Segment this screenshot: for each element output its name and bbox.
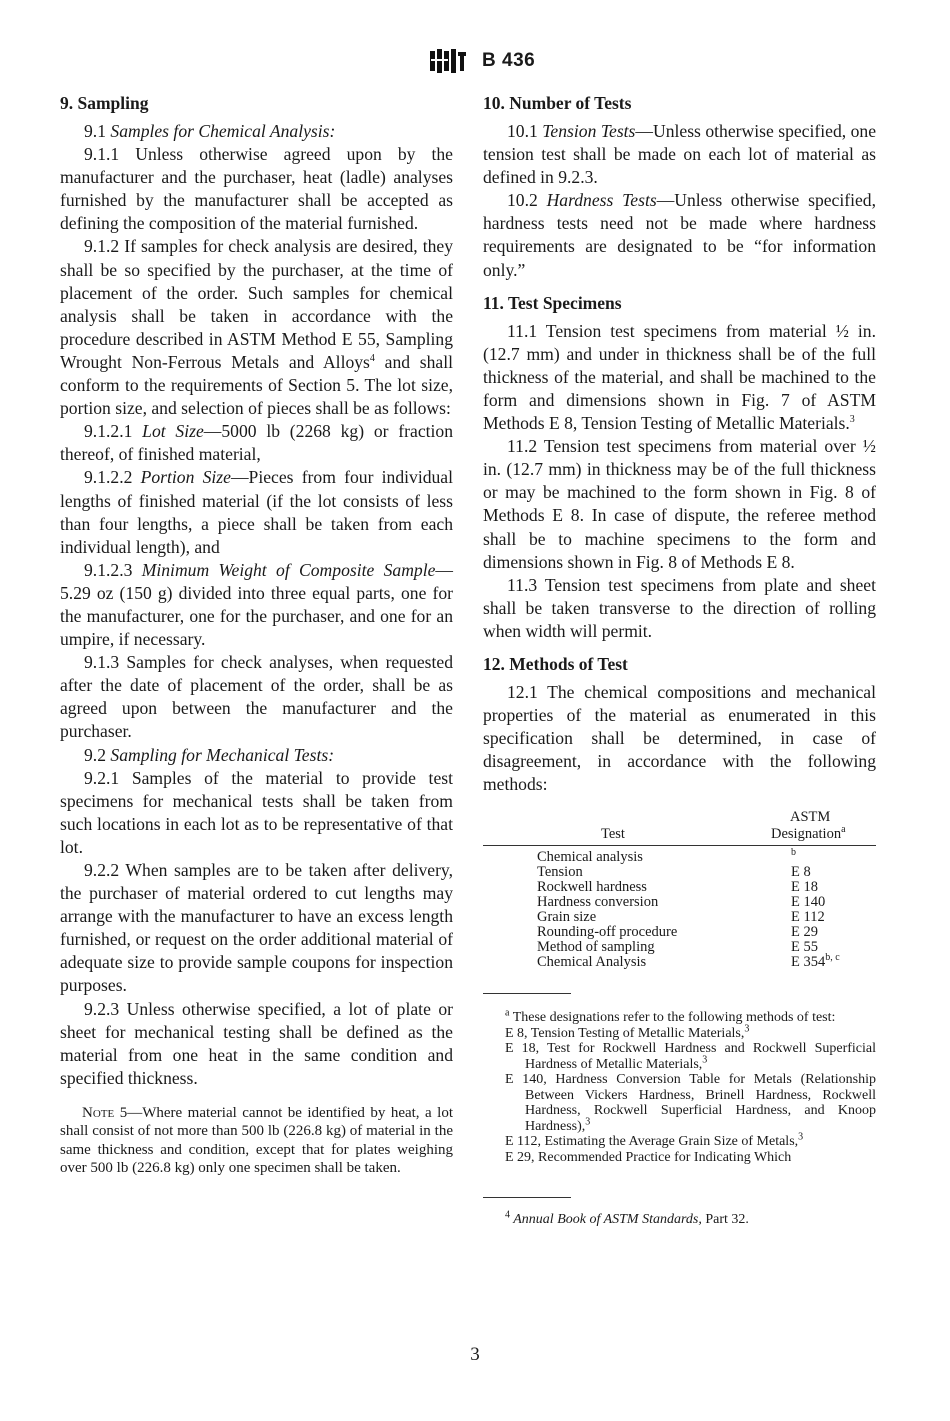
table-row: Chemical analysis $^b$ <box>537 847 796 866</box>
para-9-1: 9.1 Samples for Chemical Analysis: <box>84 121 336 141</box>
footnote-e8: E 8, Tension Testing of Metallic Materials,$^3$ <box>505 1023 750 1041</box>
left-column <box>60 92 453 1178</box>
page-header <box>0 48 950 76</box>
footnote-rule <box>483 1197 571 1198</box>
table-row: Tension E 8 <box>537 864 811 881</box>
para-9-1-2-2: 9.1.2.2 Portion Size—Pieces from four individual lengths of finished material (if the lot consists of less than four lengths, a piece shall be taken from each individual length), and <box>60 467 454 557</box>
table-row: Method of sampling E 55 <box>537 939 818 956</box>
para-10-1: 10.1 Tension Tests—Unless otherwise specified, one tension test shall be made on each lot of material as defined in 9.2.3. <box>483 121 877 188</box>
section-11-title: 11. Test Specimens <box>483 292 622 313</box>
para-9-1-2-1: 9.1.2.1 Lot Size—5000 lb (2268 kg) or fraction thereof, of finished material, <box>60 421 453 465</box>
table-header-test: Test <box>601 826 625 843</box>
footnote-a: $^a$ These designations refer to the following methods of test: <box>505 1007 836 1026</box>
para-9-2-1: 9.2.1 Samples of the material to provide test specimens for mechanical tests shall be taken from such locations in each lot as to be representative of that lot. <box>60 767 453 857</box>
footnote-e29: E 29, Recommended Practice for Indicating Which <box>505 1149 792 1165</box>
note-5: Note 5—Where material cannot be identified by heat, a lot shall consist of not more than 500 lb (226.8 kg) of material in the same thickness and condition, except that for plates weighing over 500 lb (226.8 kg) only one specimen shall be taken. <box>60 1104 453 1177</box>
para-11-1: 11.1 Tension test specimens from material ½ in. (12.7 mm) and under in thickness shall be of the full thickness of the material, and shall be machined to the form and dimensions shown in Fig. 7 of ASTM Methods E 8, Tension Testing of Metallic Materials.$^3$ <box>483 320 876 434</box>
para-10-2: 10.2 Hardness Tests—Unless otherwise specified, hardness tests need not be made where hardness requirements are designated to be “for information only.” <box>483 190 876 280</box>
para-9-1-1: 9.1.1 Unless otherwise agreed upon by the manufacturer and the purchaser, heat (ladle) analyses furnished by the manufacturer shall be accepted as defining the composition of the material furnished. <box>60 144 453 234</box>
para-11-3: 11.3 Tension test specimens from plate and sheet shall be taken transverse to the direction of rolling when width will permit. <box>483 574 876 641</box>
para-12-1: 12.1 The chemical compositions and mechanical properties of the material as enumerated in this specification shall be determined, in case of disagreement, in accordance with the following methods: <box>483 681 876 795</box>
page-number: 3 <box>470 1344 480 1365</box>
para-9-2: 9.2 Sampling for Mechanical Tests: <box>84 744 335 765</box>
table-row: Rounding-off procedure E 29 <box>537 924 818 941</box>
table-rule <box>483 845 876 846</box>
para-9-2-3: 9.2.3 Unless otherwise specified, a lot of plate or sheet for mechanical testing shall be defined as the material from one heat in the same condition and specified thickness. <box>60 998 453 1088</box>
footnote-4: $^4$ Annual Book of ASTM Standards, Part 32. <box>505 1209 749 1228</box>
table-row: Grain size E 112 <box>537 909 825 926</box>
table-row: Chemical Analysis E 354$^{b, c}$ <box>537 952 840 971</box>
astm-logo-icon <box>428 48 470 74</box>
test-methods-table <box>483 810 876 985</box>
para-9-2-2: 9.2.2 When samples are to be taken after delivery, the purchaser of material ordered to cut lengths may arrange with the manufacturer to have an excess length furnished, or request on the order additional material of adequate size to provide sample coupons for inspection purposes. <box>60 860 453 996</box>
right-column <box>483 92 876 1228</box>
footnote-e18: E 18, Test for Rockwell Hardness and Rockwell Superficial Hardness of Metallic Materials,$^3$ <box>505 1041 876 1072</box>
para-9-1-3: 9.1.3 Samples for check analyses, when requested after the date of placement of the order, shall be as agreed upon between the manufacturer and the purchaser. <box>60 652 453 742</box>
para-9-1-2-3: 9.1.2.3 Minimum Weight of Composite Sample—5.29 oz (150 g) divided into three equal parts, one for the manufacturer, one for the purchaser, and one for an umpire, if necessary. <box>60 559 454 650</box>
footnote-e140: E 140, Hardness Conversion Table for Metals (Relationship Between Vickers Hardness, Brinell Hardness, Rockwell Hardness, Rockwell Superficial Hardness, and Knoop Hardness),$^3$ <box>505 1072 876 1134</box>
table-header-astm: ASTM <box>790 809 831 826</box>
table-row: Rockwell hardness E 18 <box>537 879 818 896</box>
table-header-designation: Designation$^a$ <box>771 824 846 843</box>
para-9-1-2: 9.1.2 If samples for check analysis are desired, they shall be so specified by the purchaser, at the time of placement of the order. Such samples for chemical analysis shall be taken in accordance with the procedure described in ASTM Method E 55, Sampling Wrought Non-Ferrous Metals and Alloys$^4$ and shall conform to the requirements of Section 5. The lot size, portion size, and selection of pieces shall be as follows: <box>60 236 453 419</box>
table-row: Hardness conversion E 140 <box>537 894 826 911</box>
para-11-2: 11.2 Tension test specimens from material over ½ in. (12.7 mm) in thickness may be of the full thickness or may be machined to the form shown in Fig. 8 of Methods E 8. In case of dispute, the referee method shall be to machine specimens to the form and dimensions shown in Fig. 8 of Methods E 8. <box>483 436 876 572</box>
footnote-e112: E 112, Estimating the Average Grain Size of Metals,$^3$ <box>505 1131 804 1150</box>
standard-designation: B 436 <box>482 50 536 71</box>
section-9-title: 9. Sampling <box>60 93 149 113</box>
section-12-title: 12. Methods of Test <box>483 653 628 674</box>
section-10-title: 10. Number of Tests <box>483 93 632 113</box>
